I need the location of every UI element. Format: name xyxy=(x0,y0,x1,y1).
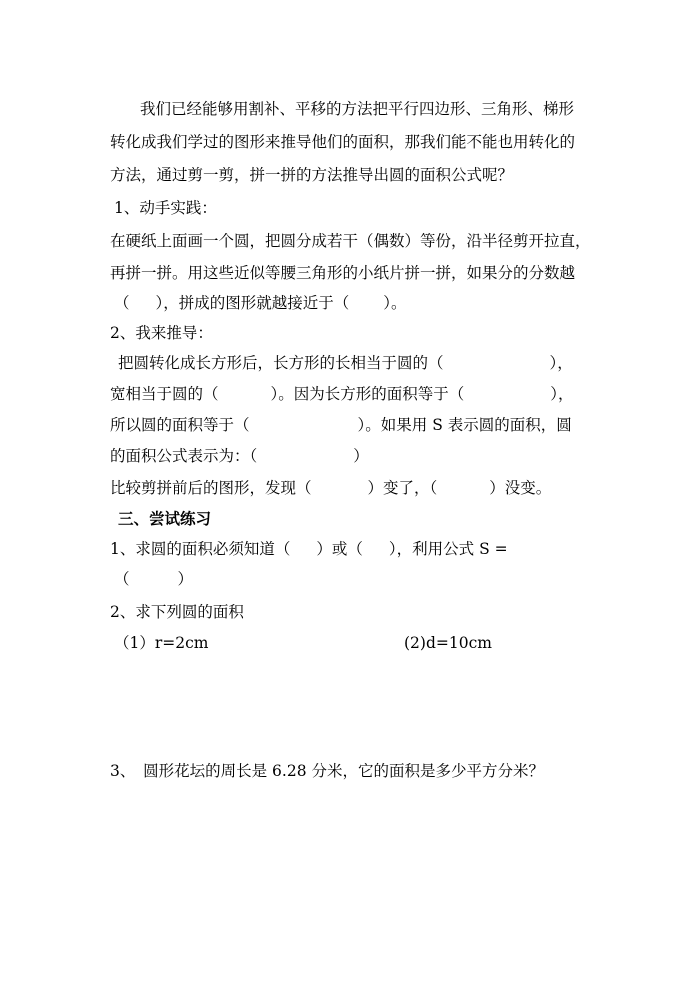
exercise-q1-text-b: ）或（ xyxy=(316,540,363,558)
derive-text-1b: ）， xyxy=(549,354,573,372)
derive-line-2 xyxy=(110,383,574,405)
intro-line-2: 转化成我们学过的图形来推导他们的面积，那我们能不能也用转化的 xyxy=(110,133,576,151)
exercise-q2-part-1: （1）r=2cm xyxy=(114,634,209,652)
exercise-q1 xyxy=(110,538,508,560)
exercise-q1-formula xyxy=(114,568,193,590)
exercise-q1-text-c: ），利用公式 S = xyxy=(388,540,508,558)
derive-text-5c: ）没变。 xyxy=(489,479,552,497)
practice-line-2: 再拼一拼。用这些近似等腰三角形的小纸片拼一拼，如果分的分数越 xyxy=(110,264,576,282)
derive-text-3a: 所以圆的面积等于（ xyxy=(110,416,250,434)
derive-text-2c: ）， xyxy=(550,385,574,403)
practice-text-mid: ），拼成的图形就越接近于（ xyxy=(155,294,350,312)
practice-line-1: 在硬纸上面画一个圆，把圆分成若干（偶数）等份，沿半径剪开拉直， xyxy=(110,232,591,250)
practice-line-3 xyxy=(114,292,407,314)
exercise-q2-part-2: (2)d=10cm xyxy=(404,634,492,652)
derive-text-2b: ）。因为长方形的面积等于（ xyxy=(270,385,465,403)
derive-line-3 xyxy=(110,414,572,436)
derive-heading: 2、我来推导： xyxy=(110,324,213,342)
derive-text-4b: ） xyxy=(353,447,369,465)
derive-text-5a: 比较剪拼前后的图形，发现（ xyxy=(110,479,312,497)
derive-text-2a: 宽相当于圆的（ xyxy=(110,385,219,403)
exercise-q1-text-a: 1、求圆的面积必须知道（ xyxy=(110,540,291,558)
derive-text-5b: ）变了，（ xyxy=(367,479,438,497)
practice-heading: 1、动手实践： xyxy=(114,199,217,217)
derive-line-5 xyxy=(110,477,551,499)
derive-text-4a: 的面积公式表示为：（ xyxy=(110,447,258,465)
intro-line-1: 我们已经能够用割补、平移的方法把平行四边形、三角形、梯形 xyxy=(140,100,575,118)
practice-text-end: ）。 xyxy=(383,294,407,312)
exercise-heading: 三、尝试练习 xyxy=(118,509,212,528)
exercise-q2: 2、求下列圆的面积 xyxy=(110,603,244,621)
derive-line-4 xyxy=(110,445,369,467)
exercise-q3: 3、 圆形花坛的周长是 6.28 分米，它的面积是多少平方分米？ xyxy=(110,762,544,780)
derive-text-3b: ）。如果用 S 表示圆的面积，圆 xyxy=(357,416,572,434)
intro-line-3: 方法，通过剪一剪，拼一拼的方法推导出圆的面积公式呢？ xyxy=(110,166,514,184)
practice-blank-open: （ xyxy=(114,294,130,312)
derive-line-1 xyxy=(118,352,573,374)
exercise-q1-blank-close: ） xyxy=(177,570,194,588)
derive-text-1a: 把圆转化成长方形后，长方形的长相当于圆的（ xyxy=(118,354,444,372)
exercise-q1-blank-open: （ xyxy=(114,570,130,588)
